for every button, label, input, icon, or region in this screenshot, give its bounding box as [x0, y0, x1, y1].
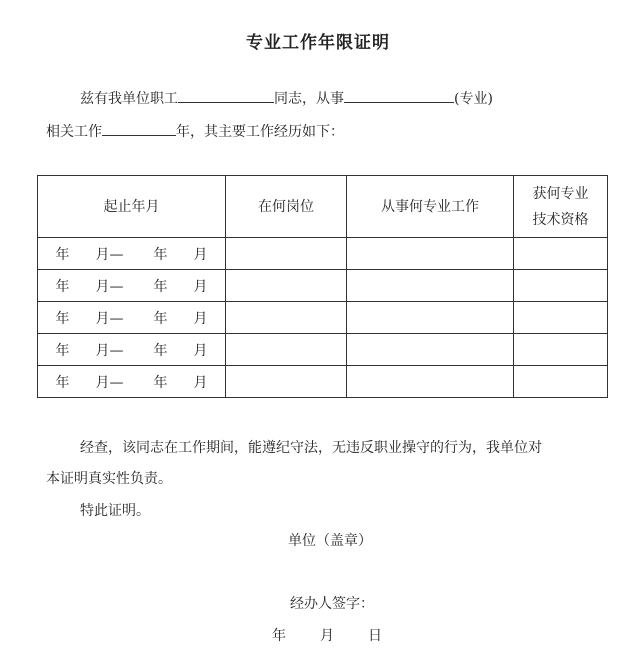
work-cell[interactable] — [347, 270, 514, 302]
year-start-label: 年 — [55, 310, 70, 327]
year-end-label: 年 — [153, 310, 168, 327]
work-cell[interactable] — [347, 238, 514, 270]
position-cell[interactable] — [226, 334, 347, 366]
month-start-label: 月— — [95, 278, 124, 295]
closing-date — [272, 625, 382, 645]
specialty-blank[interactable] — [344, 88, 454, 103]
intro-line-1 — [80, 88, 493, 108]
employee-name-blank[interactable] — [178, 88, 274, 103]
table-header-row — [38, 176, 608, 238]
work-history-table — [37, 175, 608, 398]
qualification-cell[interactable] — [514, 334, 608, 366]
table-row — [38, 366, 608, 398]
qualification-cell[interactable] — [514, 270, 608, 302]
position-cell[interactable] — [226, 270, 347, 302]
unit-seal-label: 单位（盖章） — [288, 533, 372, 549]
years-blank[interactable] — [102, 121, 176, 136]
header-qualification-line1: 获何专业 — [532, 185, 589, 202]
table-row — [38, 334, 608, 366]
month-start-label: 月— — [95, 374, 124, 391]
year-end-label: 年 — [153, 278, 168, 295]
month-end-label: 月 — [193, 374, 208, 391]
position-cell[interactable] — [226, 366, 347, 398]
qualification-cell[interactable] — [514, 302, 608, 334]
header-professional-work: 从事何专业工作 — [347, 176, 514, 238]
month-end-label: 月 — [193, 278, 208, 295]
header-position: 在何岗位 — [226, 176, 347, 238]
period-cell[interactable] — [38, 366, 226, 398]
month-start-label: 月— — [95, 342, 124, 359]
closing-date-year: 年 — [272, 628, 286, 644]
header-qualification — [514, 176, 608, 238]
year-start-label: 年 — [55, 374, 70, 391]
period-cell[interactable] — [38, 270, 226, 302]
header-qualification-line2: 技术资格 — [532, 211, 589, 228]
year-start-label: 年 — [55, 246, 70, 263]
closing-date-month: 月 — [320, 628, 334, 644]
intro-line-2 — [46, 121, 344, 141]
table-row — [38, 302, 608, 334]
intro-text-employee: 兹有我单位职工 — [80, 91, 178, 107]
qualification-cell[interactable] — [514, 238, 608, 270]
year-end-label: 年 — [153, 246, 168, 263]
table-row — [38, 238, 608, 270]
year-start-label: 年 — [55, 342, 70, 359]
month-end-label: 月 — [193, 310, 208, 327]
year-start-label: 年 — [55, 278, 70, 295]
month-end-label: 月 — [193, 246, 208, 263]
work-cell[interactable] — [347, 302, 514, 334]
period-cell[interactable] — [38, 302, 226, 334]
month-start-label: 月— — [95, 310, 124, 327]
month-start-label: 月— — [95, 246, 124, 263]
header-period: 起止年月 — [38, 176, 226, 238]
period-cell[interactable] — [38, 238, 226, 270]
closing-date-day: 日 — [368, 628, 382, 644]
intro-text-specialty: (专业) — [454, 91, 493, 107]
period-cell[interactable] — [38, 334, 226, 366]
intro-text-related-work: 相关工作 — [46, 124, 102, 140]
closing-certify: 特此证明。 — [80, 503, 150, 519]
position-cell[interactable] — [226, 238, 347, 270]
closing-para-line-2: 本证明真实性负责。 — [46, 471, 172, 487]
month-end-label: 月 — [193, 342, 208, 359]
signer-label: 经办人签字： — [290, 596, 374, 612]
year-end-label: 年 — [153, 342, 168, 359]
table-row — [38, 270, 608, 302]
work-cell[interactable] — [347, 366, 514, 398]
qualification-cell[interactable] — [514, 366, 608, 398]
year-end-label: 年 — [153, 374, 168, 391]
intro-text-years: 年，其主要工作经历如下： — [176, 124, 344, 140]
closing-para-line-1: 经查，该同志在工作期间，能遵纪守法，无违反职业操守的行为，我单位对 — [80, 440, 542, 456]
intro-text-comrade: 同志，从事 — [274, 91, 344, 107]
document-title: 专业工作年限证明 — [246, 33, 390, 53]
work-cell[interactable] — [347, 334, 514, 366]
position-cell[interactable] — [226, 302, 347, 334]
